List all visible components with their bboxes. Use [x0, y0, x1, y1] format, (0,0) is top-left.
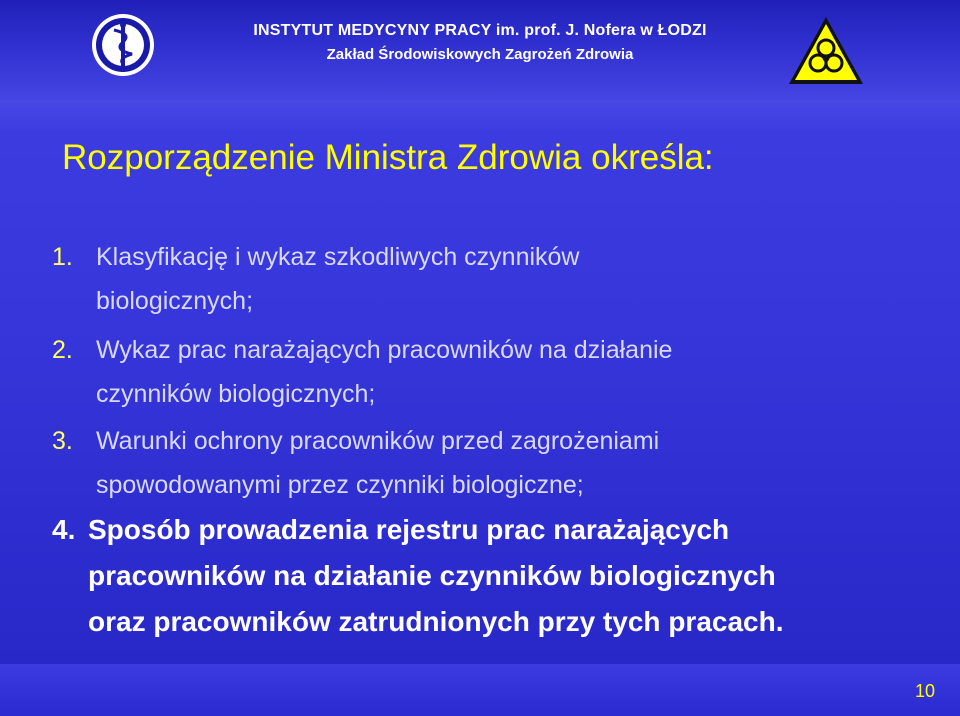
item-text-line: Warunki ochrony pracowników przed zagrożeniami [96, 427, 660, 455]
item-text-line: Klasyfikację i wykaz szkodliwych czynników [96, 243, 580, 271]
page-number: 10 [914, 681, 936, 701]
item-text-line: biologicznych; [96, 287, 254, 315]
department-name: Zakład Środowiskowych Zagrożeń Zdrowia [326, 46, 634, 63]
item-text-line: pracowników na działanie czynników biologicznych [88, 560, 776, 591]
item-number: 2. [52, 336, 73, 364]
item-text-line: Sposób prowadzenia rejestru prac narażających [88, 514, 730, 545]
item-number: 4. [52, 514, 76, 545]
footer-bar [0, 664, 960, 716]
item-text-line: oraz pracowników zatrudnionych przy tych pracach. [88, 606, 784, 637]
item-number: 3. [52, 427, 73, 455]
item-text-line: spowodowanymi przez czynniki biologiczne; [96, 471, 584, 499]
item-text-line: Wykaz prac narażających pracowników na działanie [96, 336, 673, 364]
slide-title: Rozporządzenie Ministra Zdrowia określa: [62, 138, 714, 177]
item-text-line: czynników biologicznych; [96, 380, 376, 408]
institute-name: INSTYTUT MEDYCYNY PRACY im. prof. J. Nofera w ŁODZI [253, 22, 707, 39]
item-number: 1. [52, 243, 73, 271]
